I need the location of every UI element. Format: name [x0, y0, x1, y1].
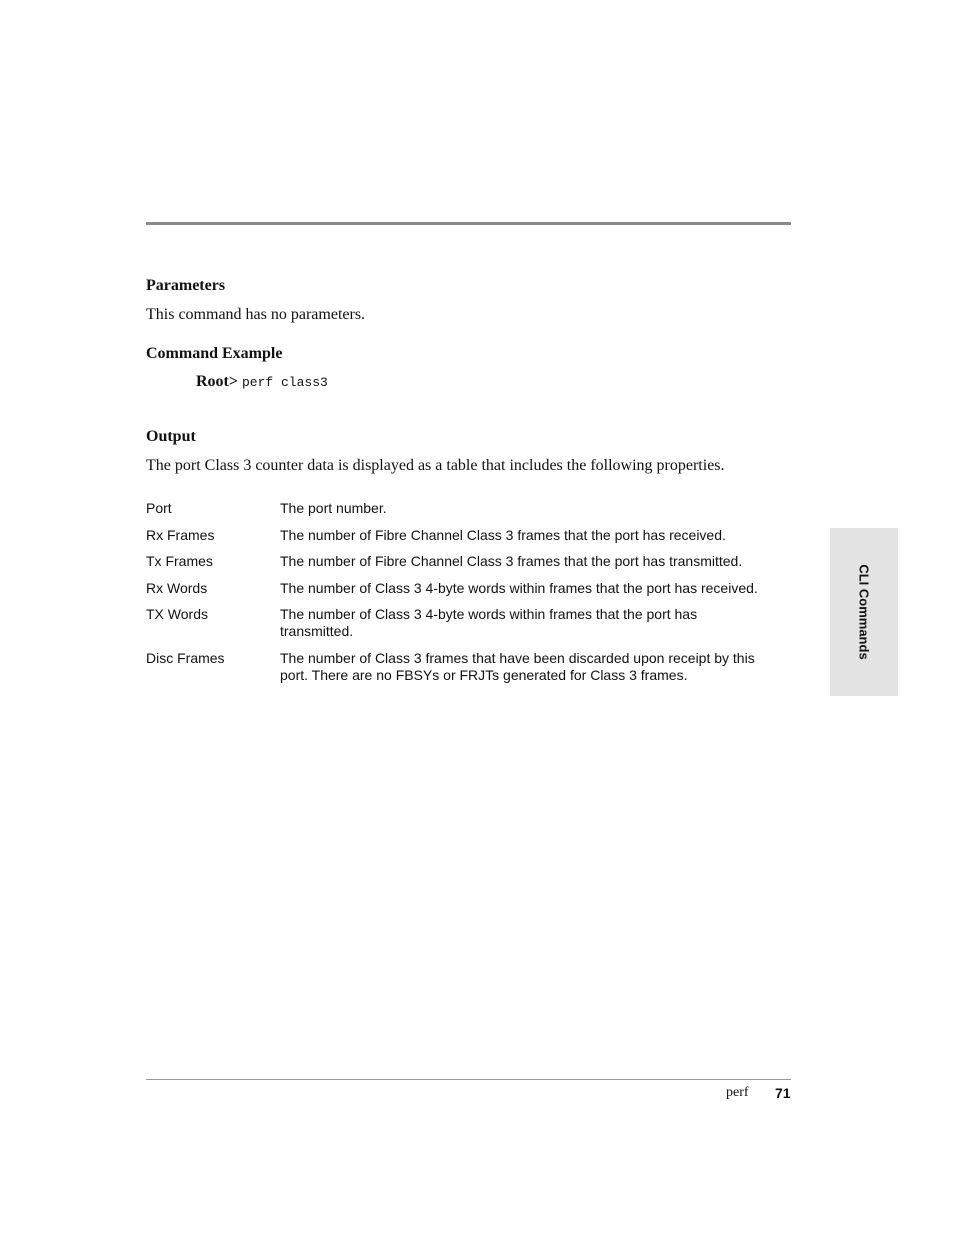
table-row [146, 553, 786, 570]
property-name: Tx Frames [146, 553, 213, 569]
command-example [196, 373, 328, 391]
output-text: The port Class 3 counter data is displayed as a table that includes the following properties. [146, 457, 725, 474]
property-description: The port number. [280, 500, 387, 516]
table-row [146, 580, 786, 597]
table-row [146, 606, 786, 640]
table-row [146, 500, 786, 517]
property-name: TX Words [146, 606, 208, 622]
example-heading: Command Example [146, 345, 283, 362]
page-number: 71 [775, 1085, 791, 1101]
command-text: perf class3 [242, 375, 328, 390]
property-description: The number of Class 3 4-byte words within frames that the port has transmitted. [280, 606, 698, 639]
top-rule [146, 222, 791, 225]
property-name: Rx Frames [146, 526, 215, 543]
output-heading: Output [146, 428, 196, 445]
side-tab-label: CLI Commands [856, 564, 872, 660]
chapter-side-tab [830, 528, 898, 696]
footer-rule [146, 1079, 791, 1080]
property-name: Disc Frames [146, 649, 225, 666]
command-prompt: Root> [196, 373, 238, 390]
parameters-text: This command has no parameters. [146, 306, 366, 323]
property-description: The number of Class 3 frames that have been discarded upon receipt by this port. There are no FBSYs or FRJTs generated for Class 3 frames. [280, 649, 755, 683]
property-description: The number of Fibre Channel Class 3 frames that the port has transmitted. [280, 553, 743, 569]
parameters-heading: Parameters [146, 277, 226, 294]
properties-table [146, 500, 786, 693]
footer-section-name: perf [726, 1085, 749, 1100]
property-name: Rx Words [146, 579, 208, 596]
table-row [146, 527, 786, 544]
property-description: The number of Fibre Channel Class 3 frames that the port has received. [280, 526, 726, 543]
property-description: The number of Class 3 4-byte words within frames that the port has received. [280, 579, 758, 596]
property-name: Port [146, 500, 172, 516]
table-row [146, 650, 786, 684]
